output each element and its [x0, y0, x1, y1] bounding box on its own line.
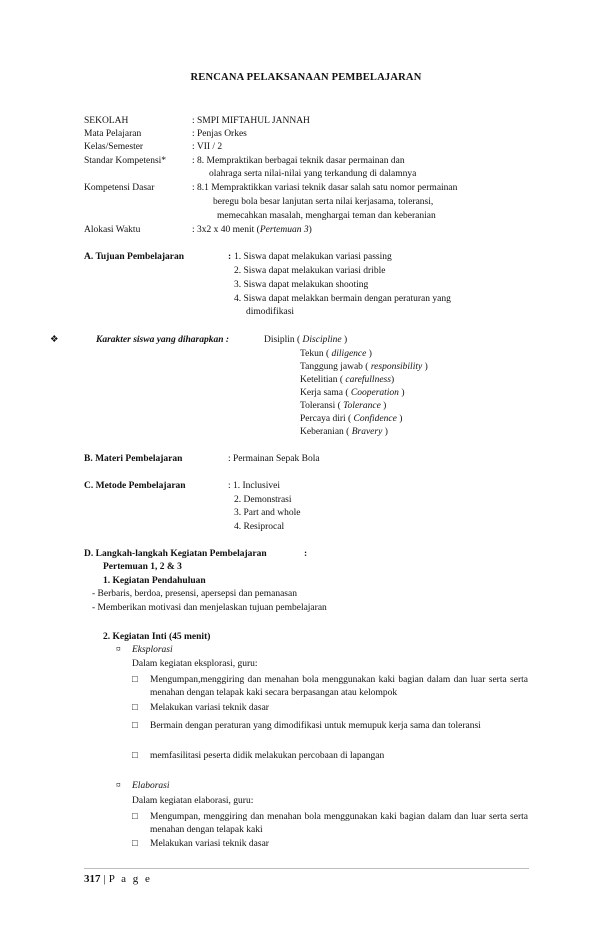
- karakter-item: Disiplin ( Discipline ): [264, 335, 348, 345]
- eksplorasi-item: memfasilitasi peserta didik melakukan percobaan di lapangan: [150, 751, 385, 761]
- footer-divider: [84, 868, 529, 869]
- tujuan-item: 4. Siswa dapat melakkan bermain dengan peraturan yang: [234, 294, 451, 304]
- materi-heading: B. Materi Pembelajaran: [84, 454, 183, 464]
- elaborasi-item: Mengumpan, menggiring dan menahan bola menggunakan kaki bagian dalam dan luar serta serta menahan dengan telapak kaki: [150, 812, 528, 836]
- kd-value-line-3: memecahkan masalah, menghargai teman dan keberanian: [217, 211, 436, 221]
- mapel-label: Mata Pelajaran: [84, 129, 142, 139]
- alokasi-label: Alokasi Waktu: [84, 225, 141, 235]
- materi-value: : Permainan Sepak Bola: [228, 454, 320, 464]
- elaborasi-item: Melakukan variasi teknik dasar: [150, 839, 269, 849]
- mapel-value: : Penjas Orkes: [192, 129, 247, 139]
- pertemuan-subheading: Pertemuan 1, 2 & 3: [103, 562, 182, 572]
- karakter-heading: Karakter siswa yang diharapkan :: [96, 335, 230, 345]
- tujuan-item: 3. Siswa dapat melakukan shooting: [234, 280, 369, 290]
- sk-label: Standar Kompetensi*: [84, 156, 167, 166]
- karakter-item: Keberanian ( Bravery ): [300, 427, 388, 437]
- pendahuluan-item: - Berbaris, berdoa, presensi, apersepsi dan pemanasan: [92, 589, 297, 599]
- sekolah-value: : SMPI MIFTAHUL JANNAH: [192, 116, 310, 126]
- langkah-colon: :: [304, 549, 308, 559]
- metode-item: : 1. Inclusivei: [228, 481, 280, 491]
- karakter-item: Tekun ( diligence ): [300, 349, 372, 359]
- kd-value-line-1: : 8.1 Mempraktikkan variasi teknik dasar salah satu nomor permainan: [192, 183, 458, 193]
- tujuan-heading: A. Tujuan Pembelajaran: [84, 252, 185, 262]
- karakter-item: Kerja sama ( Cooperation ): [300, 388, 405, 398]
- sekolah-label: SEKOLAH: [84, 116, 129, 126]
- eksplorasi-heading: Eksplorasi: [132, 645, 173, 655]
- karakter-item: Toleransi ( Tolerance ): [300, 401, 387, 411]
- tujuan-item: 2. Siswa dapat melakukan variasi drible: [234, 266, 386, 276]
- alokasi-value: : 3x2 x 40 menit (Pertemuan 3): [192, 225, 312, 235]
- checkbox-bullet-icon: □: [132, 675, 138, 685]
- tujuan-colon: :: [228, 252, 232, 262]
- elaborasi-intro: Dalam kegiatan elaborasi, guru:: [132, 796, 254, 806]
- metode-item: 2. Demonstrasi: [234, 495, 292, 505]
- metode-item: 3. Part and whole: [234, 508, 301, 518]
- checkbox-bullet-icon: □: [132, 812, 138, 822]
- metode-item: 4. Resiprocal: [234, 522, 285, 532]
- eksplorasi-item: Bermain dengan peraturan yang dimodifikasi untuk memupuk kerja sama dan toleransi: [150, 721, 481, 731]
- elaborasi-heading: Elaborasi: [132, 781, 170, 791]
- tujuan-item-continuation: dimodifikasi: [246, 307, 295, 317]
- sk-value-line-2: olahraga serta nilai-nilai yang terkandung di dalamnya: [209, 169, 417, 179]
- langkah-heading: D. Langkah-langkah Kegiatan Pembelajaran: [84, 549, 267, 559]
- kd-label: Kompetensi Dasar: [84, 183, 155, 193]
- kelas-label: Kelas/Semester: [84, 142, 144, 152]
- checkbox-bullet-icon: □: [132, 751, 138, 761]
- karakter-item: Percaya diri ( Confidence ): [300, 414, 403, 424]
- eksplorasi-intro: Dalam kegiatan eksplorasi, guru:: [132, 659, 258, 669]
- metode-heading: C. Metode Pembelajaran: [84, 481, 186, 491]
- kelas-value: : VII / 2: [192, 142, 223, 152]
- eksplorasi-marker-icon: ¤: [116, 645, 121, 655]
- karakter-item: Tanggung jawab ( responsibility ): [300, 362, 428, 372]
- eksplorasi-item: Melakukan variasi teknik dasar: [150, 703, 269, 713]
- kd-value-line-2: beregu bola besar lanjutan serta nilai kerjasama, toleransi,: [213, 197, 434, 207]
- karakter-bullet-icon: ❖: [50, 335, 59, 345]
- checkbox-bullet-icon: □: [132, 839, 138, 849]
- sk-value-line-1: : 8. Mempraktikan berbagai teknik dasar permainan dan: [192, 156, 405, 166]
- kegiatan-inti-heading: 2. Kegiatan Inti (45 menit): [103, 632, 211, 642]
- checkbox-bullet-icon: □: [132, 721, 138, 731]
- footer-separator: |: [103, 873, 106, 885]
- pendahuluan-item: - Memberikan motivasi dan menjelaskan tujuan pembelajaran: [92, 603, 327, 613]
- tujuan-item: 1. Siswa dapat melakukan variasi passing: [234, 252, 392, 262]
- elaborasi-marker-icon: ¤: [116, 781, 121, 791]
- eksplorasi-item: Mengumpan,menggiring dan menahan bola menggunakan kaki bagian dalam dan luar serta serta menahan dengan telapak kaki secara berpasangan atau kelompok: [150, 675, 528, 699]
- page-footer: [84, 873, 152, 885]
- page-label: P a g e: [108, 873, 152, 885]
- karakter-item: Ketelitian ( carefullness): [300, 375, 395, 385]
- page-number: 317: [84, 873, 101, 885]
- document-title: RENCANA PELAKSANAAN PEMBELAJARAN: [190, 72, 422, 83]
- pendahuluan-heading: 1. Kegiatan Pendahuluan: [103, 576, 206, 586]
- checkbox-bullet-icon: □: [132, 703, 138, 713]
